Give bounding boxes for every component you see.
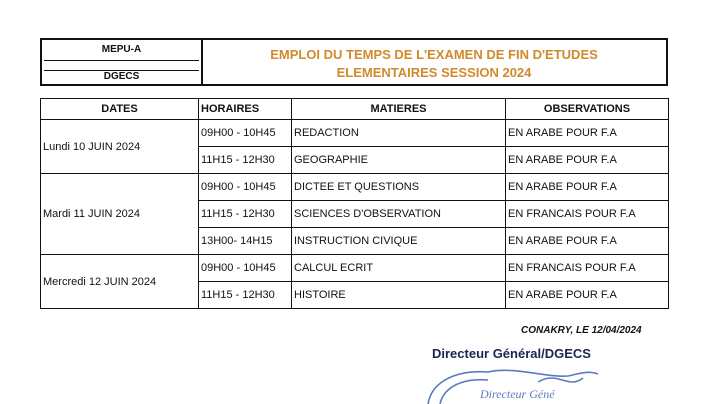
observation: EN ARABE POUR F.A	[506, 174, 669, 201]
place-and-date: CONAKRY, LE 12/04/2024	[521, 325, 642, 336]
table-row	[41, 120, 669, 147]
ministry-name: MEPU-A	[101, 44, 142, 55]
document-header	[40, 38, 668, 86]
observation: EN FRANCAIS POUR F.A	[506, 255, 669, 282]
time-slot: 09H00 - 10H45	[199, 255, 292, 282]
official-stamp	[418, 360, 658, 404]
time-slot: 13H00- 14H15	[199, 228, 292, 255]
exam-date: Mardi 11 JUIN 2024	[41, 174, 199, 255]
time-slot: 11H15 - 12H30	[199, 147, 292, 174]
column-header: DATES	[41, 99, 199, 120]
department-name: DGECS	[103, 71, 140, 82]
table-row	[41, 174, 669, 201]
observation: EN ARABE POUR F.A	[506, 228, 669, 255]
signature-stroke	[488, 370, 598, 376]
observation: EN FRANCAIS POUR F.A	[506, 201, 669, 228]
exam-date: Mercredi 12 JUIN 2024	[41, 255, 199, 309]
table-row	[41, 255, 669, 282]
ministry-box	[42, 40, 203, 84]
subject: INSTRUCTION CIVIQUE	[292, 228, 506, 255]
column-header: OBSERVATIONS	[506, 99, 669, 120]
time-slot: 09H00 - 10H45	[199, 174, 292, 201]
subject: GEOGRAPHIE	[292, 147, 506, 174]
observation: EN ARABE POUR F.A	[506, 282, 669, 309]
time-slot: 11H15 - 12H30	[199, 282, 292, 309]
document-title	[202, 46, 666, 82]
subject: DICTEE ET QUESTIONS	[292, 174, 506, 201]
title-line: EMPLOI DU TEMPS DE L'EXAMEN DE FIN D'ETUDES	[270, 47, 598, 62]
exam-date: Lundi 10 JUIN 2024	[41, 120, 199, 174]
timetable	[40, 98, 669, 309]
subject: REDACTION	[292, 120, 506, 147]
stamp-outer-ring	[428, 372, 488, 404]
stamp-text: Directeur Géné	[480, 387, 555, 401]
time-slot: 09H00 - 10H45	[199, 120, 292, 147]
table-header-row	[41, 99, 669, 120]
title-line: ELEMENTAIRES SESSION 2024	[336, 65, 532, 80]
subject: HISTOIRE	[292, 282, 506, 309]
ministry-separator	[44, 60, 199, 61]
signatory-title: Directeur Général/DGECS	[432, 346, 591, 361]
subject: CALCUL ECRIT	[292, 255, 506, 282]
signature-stroke	[538, 378, 583, 382]
observation: EN ARABE POUR F.A	[506, 147, 669, 174]
time-slot: 11H15 - 12H30	[199, 201, 292, 228]
observation: EN ARABE POUR F.A	[506, 120, 669, 147]
column-header: MATIERES	[292, 99, 506, 120]
column-header: HORAIRES	[199, 99, 292, 120]
subject: SCIENCES D'OBSERVATION	[292, 201, 506, 228]
